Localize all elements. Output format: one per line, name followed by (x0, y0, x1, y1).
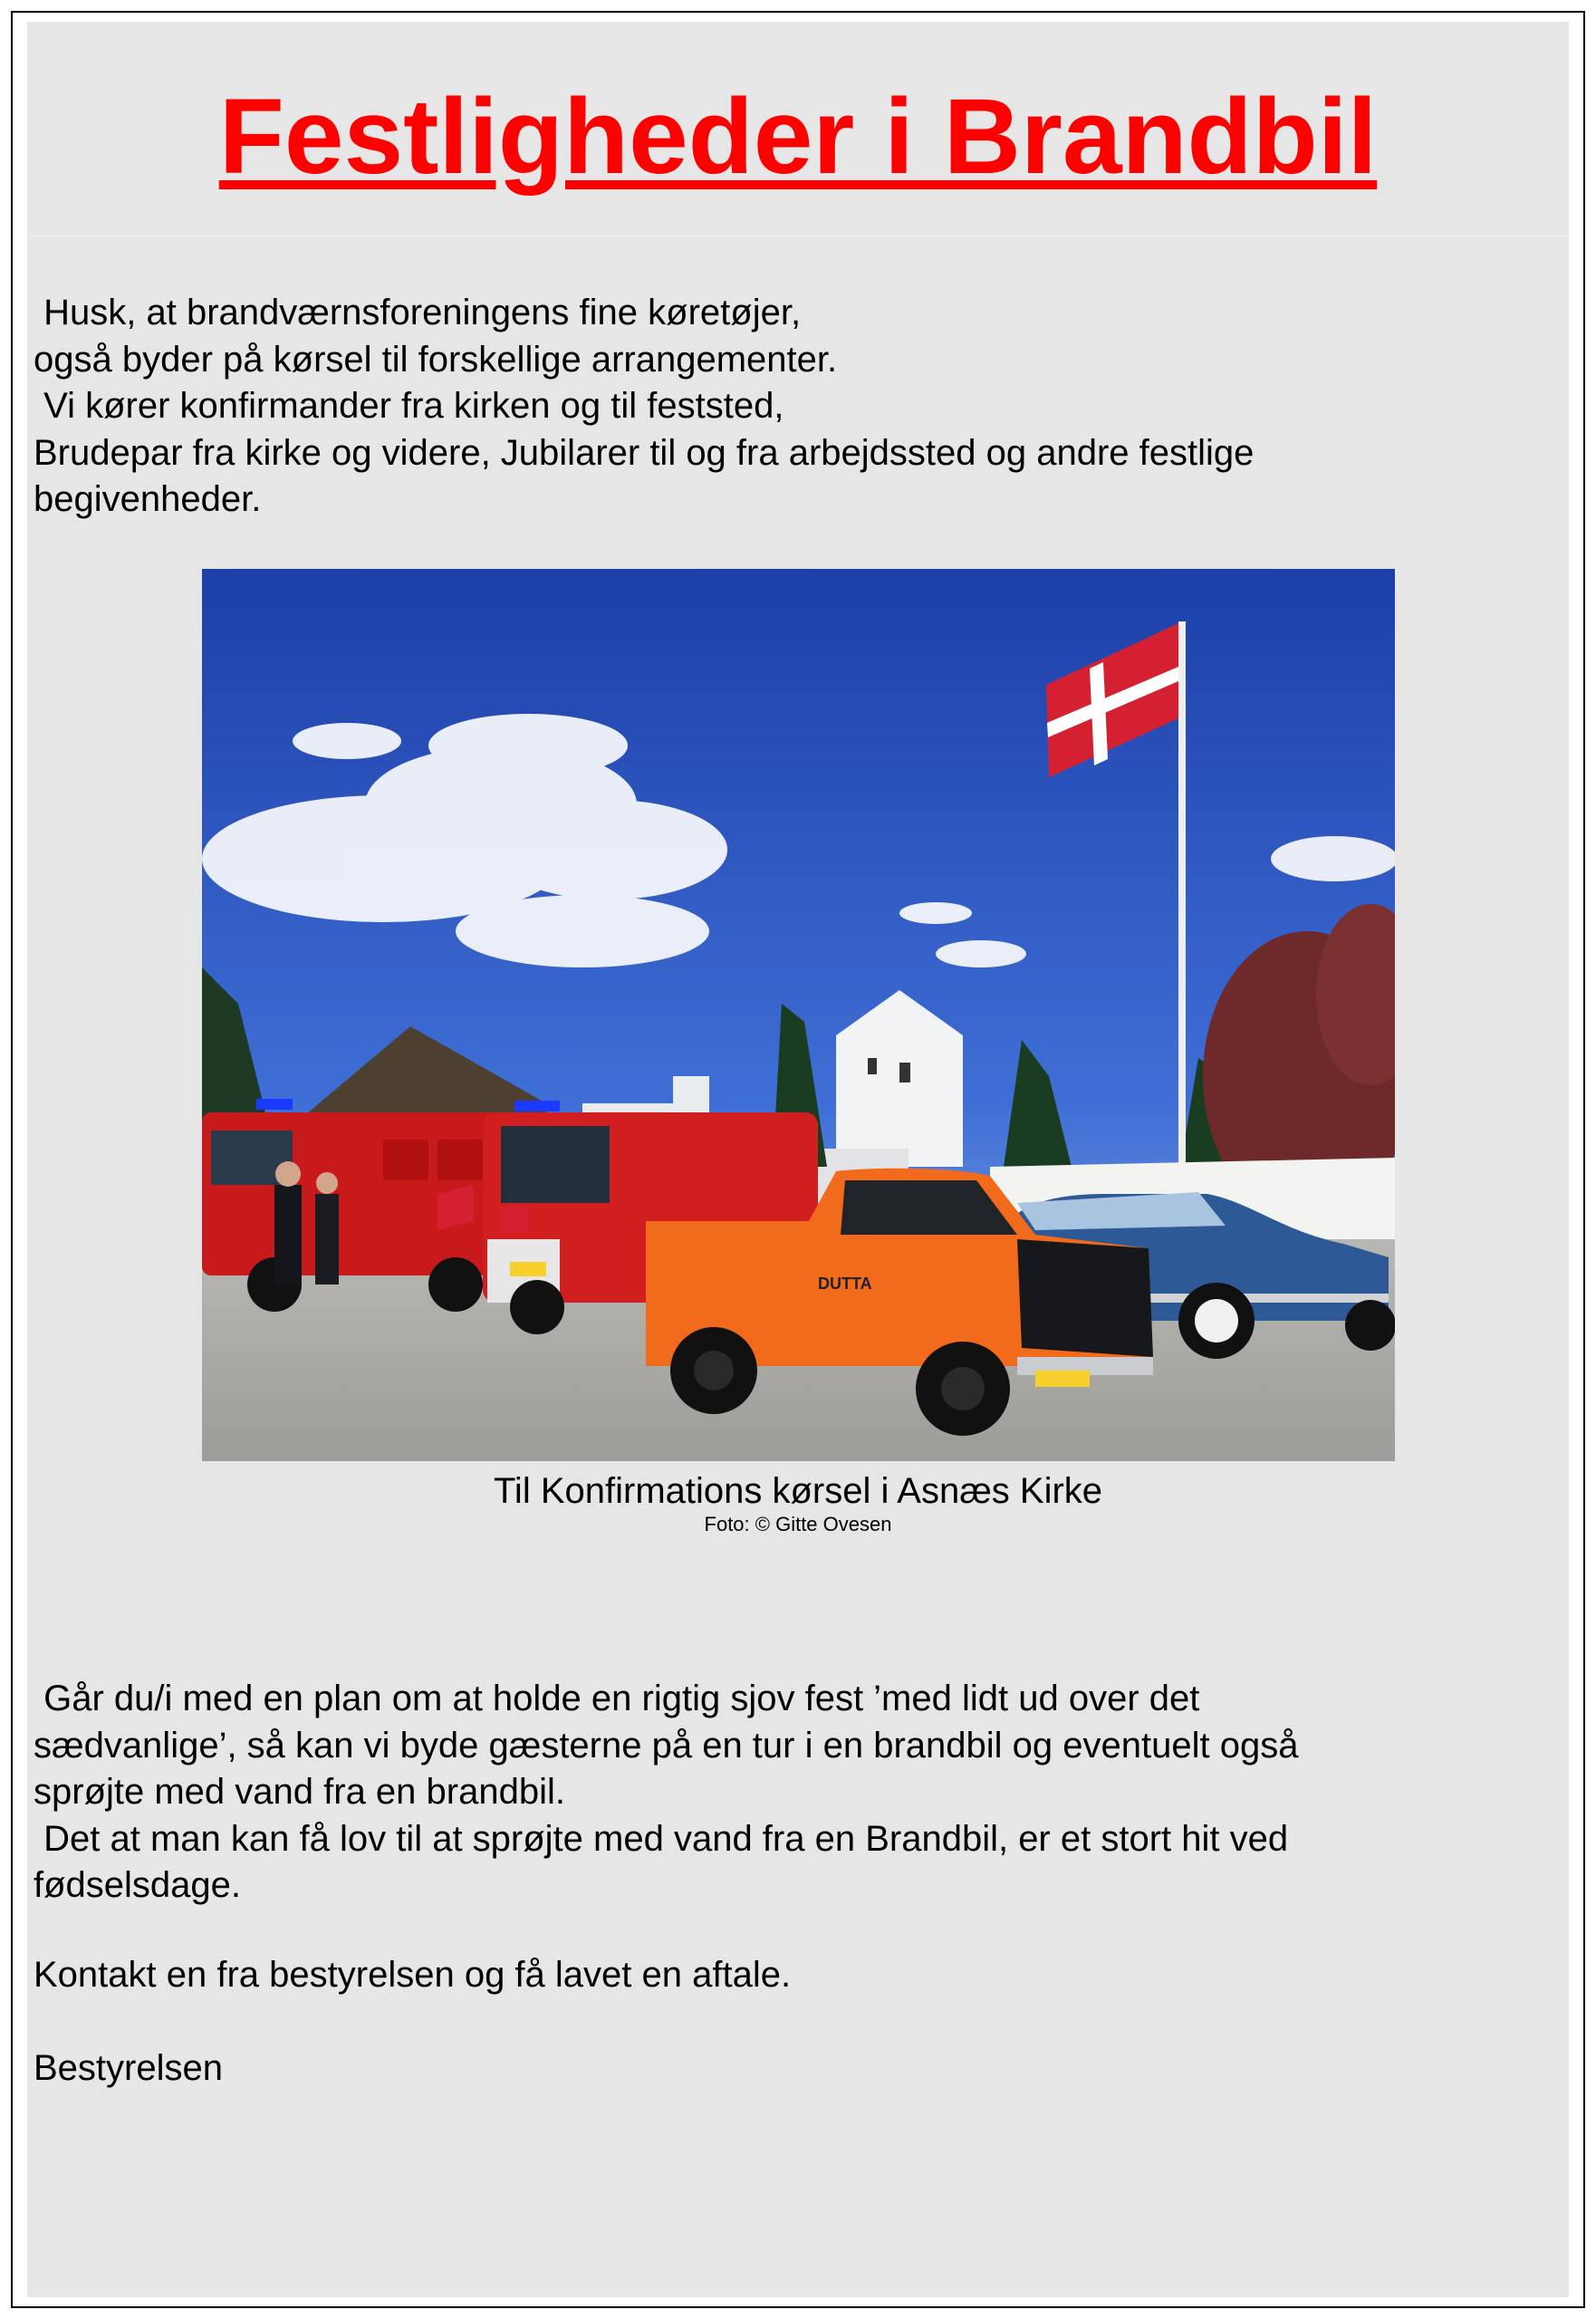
intro-paragraph (34, 290, 1555, 524)
photo-credit: Foto: © Gitte Ovesen (704, 1513, 892, 1535)
signature: Bestyrelsen (34, 2048, 223, 2088)
title-band (27, 22, 1569, 239)
intro-line: begivenheder. (34, 479, 262, 519)
intro-line: også byder på kørsel til forskellige arrangementer. (34, 339, 838, 380)
page (27, 22, 1569, 2297)
intro-line: Vi kører konfirmander fra kirken og til feststed, (34, 386, 784, 426)
intro-line: Brudepar fra kirke og videre, Jubilarer til og fra arbejdssted og andre festlige (34, 432, 1255, 473)
intro-line: Husk, at brandværnsforeningens fine køretøjer, (34, 293, 802, 332)
body-line: Det at man kan få lov til at sprøjte med vand fra en Brandbil, er et stort hit ved (34, 1818, 1289, 1859)
body-line: sprøjte med vand fra en brandbil. (34, 1772, 565, 1812)
body-line: fødselsdage. (34, 1865, 242, 1905)
page-title: Festligheder i Brandbil (218, 77, 1378, 197)
body-line: Går du/i med en plan om at holde en rigtig sjov fest ’med lidt ud over det (34, 1679, 1200, 1718)
photo-caption: Til Konfirmations kørsel i Asnæs Kirke (493, 1471, 1103, 1511)
contact-text: Kontakt en fra bestyrelsen og få lavet en aftale. (34, 1955, 792, 1995)
body-paragraph (34, 1676, 1555, 1910)
truck-door-text: DUTTA (818, 1275, 872, 1293)
body-line: sædvanlige’, så kan vi byde gæsterne på en tur i en brandbil og eventuelt også (34, 1725, 1299, 1766)
event-photo (202, 569, 1395, 1461)
